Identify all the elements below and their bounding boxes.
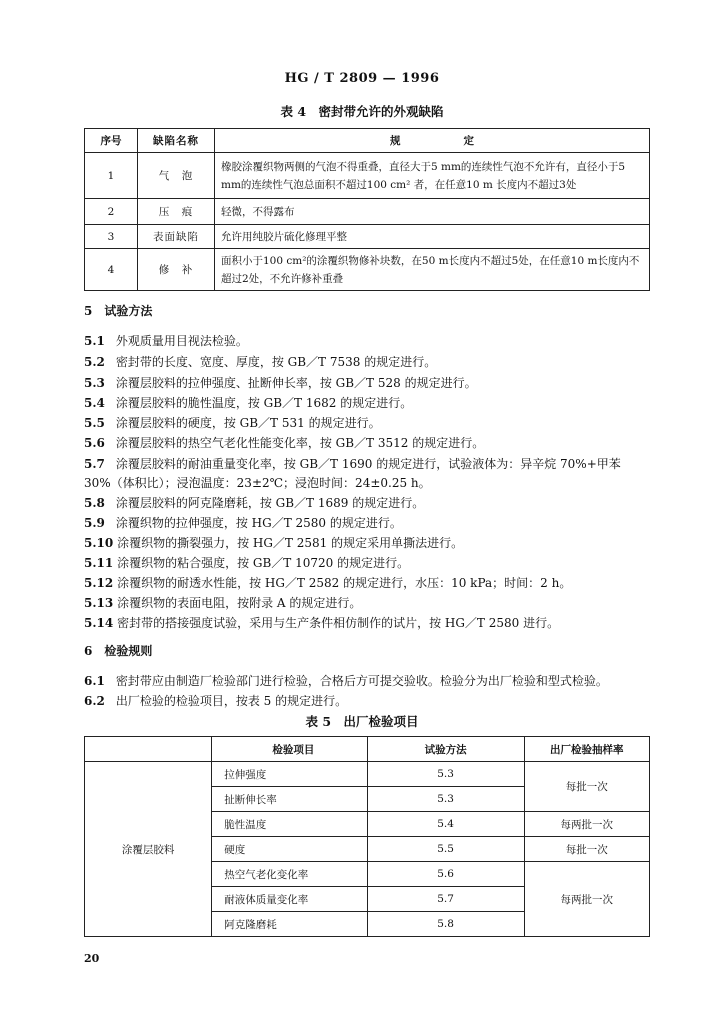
- clause-text: 出厂检验的检验项目，按表 5 的规定进行。: [115, 694, 348, 708]
- clause-5-4: [84, 394, 412, 412]
- table-cell: 5.3: [367, 762, 524, 787]
- clause-text: 涂覆织物的拉伸强度，按 HG／T 2580 的规定进行。: [115, 516, 402, 530]
- table-header-row: [85, 737, 650, 762]
- clause-text: 涂覆层胶料的热空气老化性能变化率，按 GB／T 3512 的规定进行。: [115, 436, 485, 450]
- clause-number: 5.11: [84, 556, 114, 570]
- clause-number: 5.14: [84, 616, 114, 630]
- clause-text: 涂覆织物的耐透水性能，按 HG／T 2582 的规定进行，水压：10 kPa；时间：2 h。: [117, 576, 572, 590]
- table-cell: 5.5: [367, 837, 524, 862]
- clause-5-9: [84, 514, 402, 532]
- clause-number: 5.8: [84, 496, 105, 510]
- section5-title: 5 试验方法: [84, 304, 153, 318]
- clause-5-3: [84, 374, 477, 392]
- clause-text: 涂覆层胶料的脆性温度，按 GB／T 1682 的规定进行。: [115, 396, 413, 410]
- table-cell: 轻微，不得露布: [215, 199, 650, 225]
- column-header: 缺陷名称: [138, 129, 215, 153]
- clause-5-11: [84, 554, 409, 572]
- clause-text: 外观质量用目视法检验。: [115, 334, 248, 348]
- table-cell: 允许用纯胶片硫化修理平整: [215, 225, 650, 249]
- table-cell: 每两批一次: [524, 862, 649, 937]
- column-header: 出厂检验抽样率: [524, 737, 649, 762]
- clause-text: 密封带的长度、宽度、厚度，按 GB／T 7538 的规定进行。: [115, 355, 437, 369]
- clause-5-7: [84, 455, 621, 473]
- column-header: 检验项目: [212, 737, 367, 762]
- clause-text: 30%（体积比）；浸泡温度：23±2℃；浸泡时间：24±0.25 h。: [84, 476, 431, 490]
- table-cell: 扯断伸长率: [212, 787, 367, 812]
- table-cell: 4: [85, 249, 138, 291]
- clause-text: 密封带的搭接强度试验，采用与生产条件相仿制作的试片，按 HG／T 2580 进行。: [117, 616, 560, 630]
- clause-number: 5.4: [84, 396, 105, 410]
- table-cell: 气 泡: [138, 153, 215, 199]
- column-header: 序号: [85, 129, 138, 153]
- column-header: [85, 737, 212, 762]
- table-cell: 每批一次: [524, 837, 649, 862]
- table5: [84, 736, 650, 937]
- table4: [84, 128, 650, 291]
- clause-number: 5.10: [84, 536, 114, 550]
- clause-number: 5.13: [84, 596, 114, 610]
- page-number: 20: [84, 952, 100, 965]
- clause-text: 涂覆织物的粘合强度，按 GB／T 10720 的规定进行。: [117, 556, 410, 570]
- table-cell: 耐液体质量变化率: [212, 887, 367, 912]
- clause-text: 涂覆层胶料的阿克隆磨耗，按 GB／T 1689 的规定进行。: [115, 496, 425, 510]
- column-header: 试验方法: [367, 737, 524, 762]
- table-row: [85, 153, 650, 199]
- clause-number: 5.12: [84, 576, 114, 590]
- table-cell: 表面缺陷: [138, 225, 215, 249]
- table-cell: 每批一次: [524, 762, 649, 812]
- table-cell: 5.4: [367, 812, 524, 837]
- clause-6-2: [84, 692, 347, 710]
- clause-number: 5.5: [84, 416, 105, 430]
- clause-text: 涂覆层胶料的耐油重量变化率，按 GB／T 1690 的规定进行，试验液体为：异辛烷 70%+甲苯: [115, 457, 621, 471]
- table-header-row: [85, 129, 650, 153]
- table-cell: 脆性温度: [212, 812, 367, 837]
- clause-5-2: [84, 353, 436, 371]
- clause-5-8: [84, 494, 424, 512]
- table-row: [85, 225, 650, 249]
- clause-number: 5.2: [84, 355, 105, 369]
- table-cell: 3: [85, 225, 138, 249]
- table-cell: 5.6: [367, 862, 524, 887]
- table-cell: 5.7: [367, 887, 524, 912]
- table-row: [85, 762, 650, 787]
- clause-5-13: [84, 594, 361, 612]
- clause-number: 5.7: [84, 457, 105, 471]
- table4-caption: 表 4 密封带允许的外观缺陷: [280, 104, 444, 119]
- table-cell: 橡胶涂覆织物两侧的气泡不得重叠，直径大于5 mm的连续性气泡不允许有，直径小于5 mm的连续性气泡总面积不超过100 cm² 者，在任意10 m 长度内不超过3处: [215, 153, 650, 199]
- table-cell: 2: [85, 199, 138, 225]
- clause-text: 涂覆织物的撕裂强力，按 HG／T 2581 的规定采用单撕法进行。: [117, 536, 464, 550]
- table-cell: 每两批一次: [524, 812, 649, 837]
- clause-number: 5.9: [84, 516, 105, 530]
- clause-text: 密封带应由制造厂检验部门进行检验，合格后方可提交验收。检验分为出厂检验和型式检验。: [115, 674, 608, 688]
- table-row: [85, 249, 650, 291]
- clause-text: 涂覆层胶料的拉伸强度、扯断伸长率，按 GB／T 528 的规定进行。: [115, 376, 477, 390]
- clause-number: 6.2: [84, 694, 105, 708]
- clause-number: 5.6: [84, 436, 105, 450]
- clause-number: 5.1: [84, 334, 105, 348]
- clause-text: 涂覆层胶料的硬度，按 GB／T 531 的规定进行。: [115, 416, 381, 430]
- table-cell: 5.3: [367, 787, 524, 812]
- table-cell: 5.8: [367, 912, 524, 937]
- table-row: [85, 199, 650, 225]
- table-cell: 1: [85, 153, 138, 199]
- clause-6-1: [84, 672, 608, 690]
- clause-5-6: [84, 434, 484, 452]
- table-cell: 面积小于100 cm²的涂覆织物修补块数，在50 m长度内不超过5处，在任意10 m长度内不超过2处，不允许修补重叠: [215, 249, 650, 291]
- table-cell: 压 痕: [138, 199, 215, 225]
- clause-text: 涂覆织物的表面电阻，按附录 A 的规定进行。: [117, 596, 362, 610]
- clause-5-7-continued: [84, 474, 431, 492]
- section6-title: 6 检验规则: [84, 644, 153, 658]
- column-header: 规 定: [215, 129, 650, 153]
- clause-5-14: [84, 614, 559, 632]
- clause-5-1: [84, 332, 248, 350]
- clause-5-12: [84, 574, 571, 592]
- table-cell: 修 补: [138, 249, 215, 291]
- clause-number: 6.1: [84, 674, 105, 688]
- clause-5-10: [84, 534, 463, 552]
- clause-5-5: [84, 414, 381, 432]
- table-cell: 阿克隆磨耗: [212, 912, 367, 937]
- standard-header: HG / T 2809 — 1996: [284, 71, 440, 86]
- table-cell: 硬度: [212, 837, 367, 862]
- table-cell: 拉伸强度: [212, 762, 367, 787]
- clause-number: 5.3: [84, 376, 105, 390]
- group-cell: 涂覆层胶料: [85, 762, 212, 937]
- table-cell: 热空气老化变化率: [212, 862, 367, 887]
- table5-caption: 表 5 出厂检验项目: [305, 714, 419, 729]
